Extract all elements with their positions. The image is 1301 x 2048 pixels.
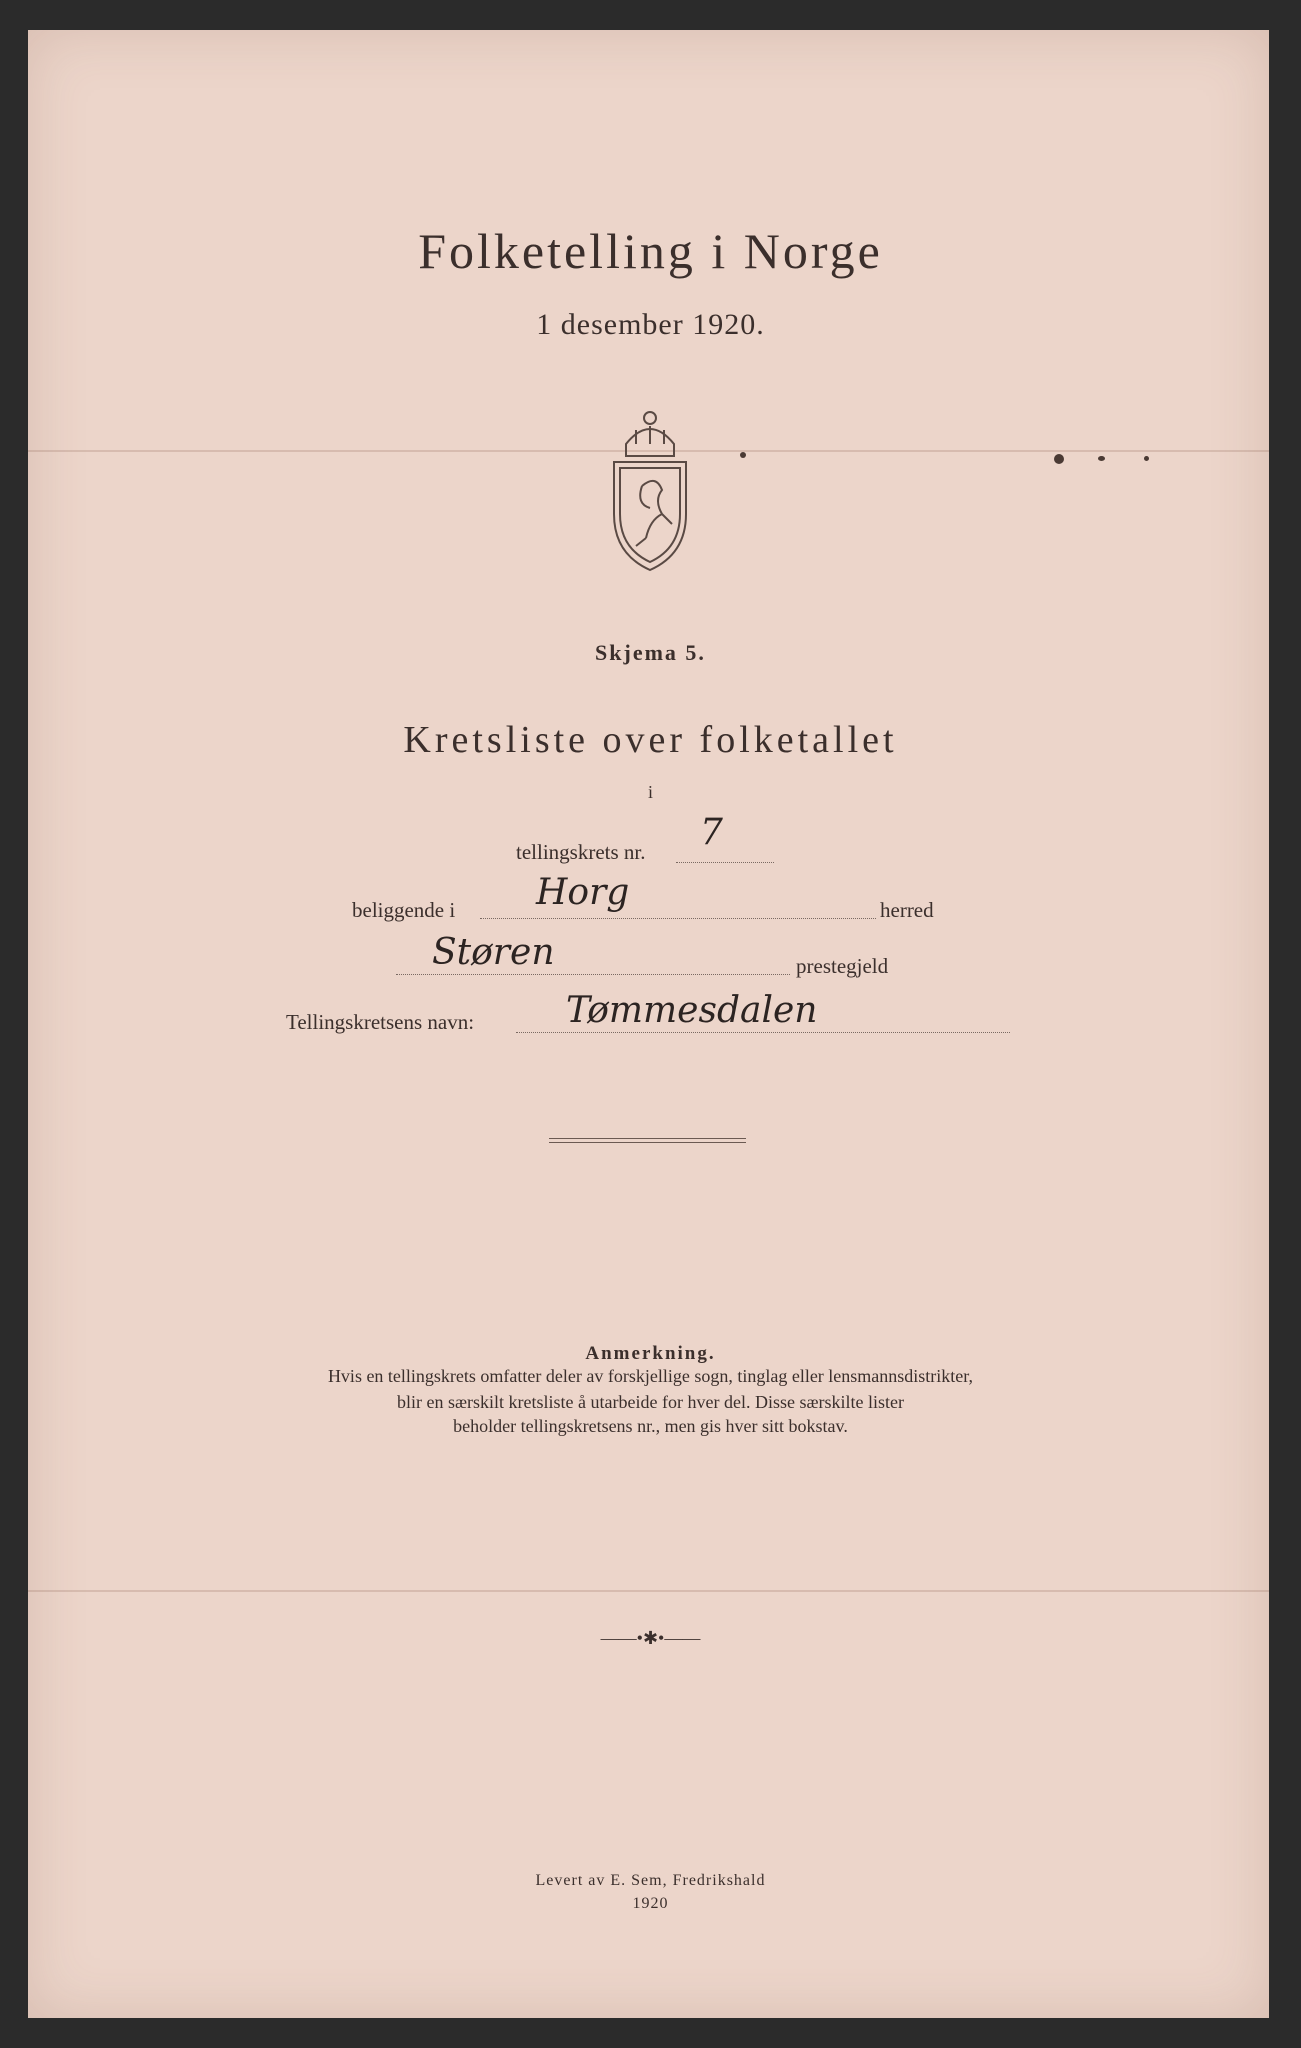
page-title: Folketelling i Norge <box>418 223 883 279</box>
connector-text: i <box>647 782 653 802</box>
note-line: blir en særskilt kretsliste å utarbeide for hver del. Disse særskilte lister <box>397 1392 904 1412</box>
ink-spot <box>1098 456 1105 461</box>
ink-spot <box>1054 454 1064 464</box>
note-heading: Anmerkning. <box>585 1343 716 1364</box>
fold-line <box>28 1590 1269 1592</box>
divider-rule <box>549 1142 746 1143</box>
navn-value: Tømmesdalen <box>566 990 818 1031</box>
ornament-divider: ——•✱•—— <box>600 1628 701 1648</box>
ink-spot <box>1144 456 1149 461</box>
prestegjeld-value: Støren <box>432 932 555 973</box>
note-line: beholder tellingskretsens nr., men gis hver sitt bokstav. <box>453 1416 848 1436</box>
krets-label: tellingskrets nr. <box>516 840 646 864</box>
herred-label: herred <box>880 898 934 922</box>
note-line: Hvis en tellingskrets omfatter deler av forskjellige sogn, tinglag eller lensmannsdistrikter, <box>327 1366 974 1386</box>
printer-credit: Levert av E. Sem, Fredrikshald <box>535 1872 766 1889</box>
krets-value: 7 <box>700 812 723 853</box>
navn-label: Tellingskretsens navn: <box>286 1010 475 1034</box>
prestegjeld-dotted-line <box>396 974 790 975</box>
census-date: 1 desember 1920. <box>536 308 765 341</box>
navn-dotted-line <box>516 1032 1010 1033</box>
form-heading: Kretsliste over folketallet <box>403 719 898 761</box>
beliggende-label: beliggende i <box>352 898 456 922</box>
beliggende-dotted-line <box>480 918 876 919</box>
schema-label: Skjema 5. <box>595 640 706 665</box>
krets-dotted-line <box>676 862 774 863</box>
beliggende-value: Horg <box>536 872 630 913</box>
divider-rule <box>549 1138 746 1139</box>
prestegjeld-label: prestegjeld <box>796 954 889 978</box>
norwegian-coat-of-arms-icon <box>606 404 694 574</box>
ink-spot <box>740 452 746 458</box>
printer-year: 1920 <box>632 1895 669 1912</box>
